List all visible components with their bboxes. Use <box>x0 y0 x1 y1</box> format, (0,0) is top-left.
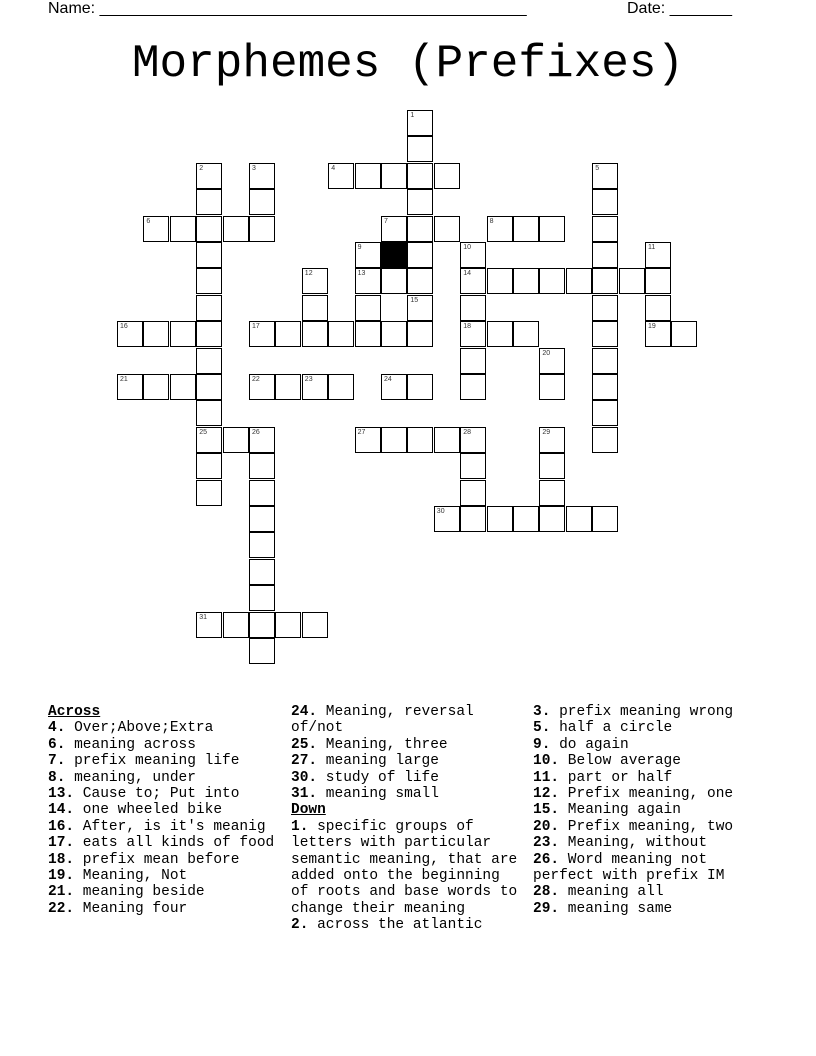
clue-item <box>48 737 280 753</box>
clue-text: meaning same <box>559 900 673 917</box>
crossword-cell[interactable] <box>143 216 169 242</box>
crossword-cell[interactable] <box>434 506 460 532</box>
crossword-cell[interactable] <box>592 427 618 453</box>
crossword-cell[interactable] <box>592 216 618 242</box>
clue-number: 19. <box>48 868 75 885</box>
crossword-cell[interactable] <box>671 321 697 347</box>
crossword-cell[interactable] <box>487 321 513 347</box>
crossword-cell[interactable] <box>355 163 381 189</box>
clue-number: 5. <box>533 720 551 737</box>
crossword-cell[interactable] <box>249 559 275 585</box>
clue-number: 25. <box>291 736 318 753</box>
clue-item <box>291 753 523 769</box>
crossword-cell[interactable] <box>249 427 275 453</box>
clue-item <box>291 819 523 917</box>
clue-number: 12. <box>533 786 560 803</box>
crossword-cell[interactable] <box>249 216 275 242</box>
cell-number: 1 <box>410 112 415 119</box>
crossword-cell[interactable] <box>407 374 433 400</box>
clue-number: 27. <box>291 753 318 770</box>
crossword-cell[interactable] <box>407 163 433 189</box>
clue-text: meaning small <box>317 786 439 803</box>
crossword-cell[interactable] <box>513 321 539 347</box>
crossword-cell[interactable] <box>196 268 222 294</box>
clue-number: 24. <box>291 704 318 720</box>
cell-number: 3 <box>252 164 256 172</box>
crossword-cell[interactable] <box>355 242 381 268</box>
crossword-cell[interactable] <box>275 374 301 400</box>
cell-number: 23 <box>304 376 313 383</box>
clue-text: Meaning, Not <box>74 868 188 885</box>
cell-number: 27 <box>357 428 366 436</box>
cell-number: 22 <box>252 376 260 383</box>
clue-number: 18. <box>48 851 75 868</box>
clue-text: meaning beside <box>74 884 205 901</box>
crossword-cell[interactable] <box>487 506 513 532</box>
crossword-cell[interactable] <box>460 295 486 321</box>
clue-text: one wheeled bike <box>74 802 223 819</box>
crossword-cell[interactable] <box>407 110 433 136</box>
crossword-cell[interactable] <box>407 136 433 162</box>
crossword-cell[interactable] <box>592 242 618 268</box>
clue-item <box>533 901 773 917</box>
cell-number: 7 <box>384 217 388 225</box>
crossword-cell[interactable] <box>592 189 618 215</box>
clue-item <box>533 884 773 900</box>
cell-number: 19 <box>648 323 656 331</box>
crossword-cell[interactable] <box>196 189 222 215</box>
crossword-cell[interactable] <box>249 189 275 215</box>
clue-item <box>533 835 773 851</box>
cell-number: 26 <box>252 428 260 436</box>
clue-number: 26. <box>533 851 560 868</box>
crossword-cell[interactable] <box>645 242 671 268</box>
crossword-cell[interactable] <box>143 374 169 400</box>
crossword-cell[interactable] <box>513 506 539 532</box>
clue-item <box>48 884 280 900</box>
clue-number: 11. <box>533 769 560 786</box>
crossword-cell[interactable] <box>407 268 433 294</box>
crossword-cell[interactable] <box>196 427 222 453</box>
crossword-cell[interactable] <box>381 163 407 189</box>
crossword-cell[interactable] <box>566 268 592 294</box>
clue-number: 4. <box>48 720 66 737</box>
clue-number: 31. <box>291 786 318 803</box>
crossword-cell[interactable] <box>249 321 275 347</box>
crossword-cell[interactable] <box>223 216 249 242</box>
cell-number: 18 <box>463 323 471 331</box>
crossword-cell[interactable] <box>328 321 354 347</box>
crossword-cell[interactable] <box>355 321 381 347</box>
crossword-cell[interactable] <box>513 216 539 242</box>
crossword-cell[interactable] <box>302 612 328 638</box>
clue-number: 22. <box>48 900 75 917</box>
crossword-cell[interactable] <box>249 163 275 189</box>
clue-text: meaning large <box>317 753 439 770</box>
clue-item <box>48 720 280 736</box>
crossword-cell[interactable] <box>460 348 486 374</box>
crossword-cell[interactable] <box>196 216 222 242</box>
crossword-cell[interactable] <box>223 612 249 638</box>
crossword-cell[interactable] <box>381 374 407 400</box>
clue-item <box>48 786 280 802</box>
clue-item <box>533 770 773 786</box>
cell-number: 30 <box>436 508 445 515</box>
crossword-cell[interactable] <box>592 295 618 321</box>
crossword-cell[interactable] <box>328 163 354 189</box>
crossword-cell[interactable] <box>117 321 143 347</box>
clue-text: do again <box>550 736 629 753</box>
clue-text: Cause to; Put into <box>74 786 240 803</box>
crossword-cell[interactable] <box>539 453 565 479</box>
cell-number: 4 <box>331 164 336 172</box>
cell-number: 17 <box>252 323 260 331</box>
crossword-cell[interactable] <box>170 374 196 400</box>
cell-number: 8 <box>489 217 494 225</box>
clues-column-2 <box>291 704 523 934</box>
cell-number: 11 <box>648 244 656 251</box>
crossword-cell[interactable] <box>196 453 222 479</box>
clue-number: 6. <box>48 736 66 753</box>
crossword-cell[interactable] <box>539 216 565 242</box>
crossword-cell[interactable] <box>355 268 381 294</box>
cell-number: 25 <box>199 428 207 436</box>
clue-item <box>533 802 773 818</box>
clue-text: Over;Above;Extra <box>65 720 214 737</box>
clue-number: 21. <box>48 884 75 901</box>
crossword-black-cell <box>381 242 407 268</box>
crossword-cell[interactable] <box>487 216 513 242</box>
clue-item <box>533 720 773 736</box>
clue-number: 20. <box>533 818 560 835</box>
crossword-cell[interactable] <box>196 321 222 347</box>
clue-number: 15. <box>533 802 560 819</box>
clue-text: half a circle <box>550 720 673 737</box>
clue-text: meaning all <box>559 884 664 901</box>
section-heading: Down <box>291 802 326 819</box>
cell-number: 15 <box>410 296 419 304</box>
crossword-cell[interactable] <box>249 532 275 558</box>
crossword-cell[interactable] <box>592 321 618 347</box>
crossword-cell[interactable] <box>539 506 565 532</box>
crossword-cell[interactable] <box>249 374 275 400</box>
crossword-cell[interactable] <box>539 268 565 294</box>
clue-item <box>48 852 280 868</box>
clues-column-1 <box>48 704 280 917</box>
clue-text: meaning across <box>65 736 196 753</box>
crossword-cell[interactable] <box>117 374 143 400</box>
crossword-cell[interactable] <box>434 427 460 453</box>
crossword-cell[interactable] <box>592 506 618 532</box>
clue-item <box>533 704 773 720</box>
clue-text: prefix meaning life <box>65 753 240 770</box>
crossword-cell[interactable] <box>539 348 565 374</box>
crossword-cell[interactable] <box>592 348 618 374</box>
crossword-cell[interactable] <box>196 348 222 374</box>
cell-number: 9 <box>357 244 362 251</box>
crossword-cell[interactable] <box>143 321 169 347</box>
clue-item <box>48 819 280 835</box>
clue-item <box>48 770 280 786</box>
clue-number: 8. <box>48 769 66 786</box>
crossword-cell[interactable] <box>460 321 486 347</box>
cell-number: 6 <box>146 217 151 225</box>
clue-number: 16. <box>48 818 75 835</box>
cell-number: 12 <box>304 270 313 278</box>
cell-number: 14 <box>463 270 471 278</box>
crossword-cell[interactable] <box>196 242 222 268</box>
clue-text: After, is it's meanig <box>74 818 266 835</box>
clue-item <box>48 802 280 818</box>
crossword-cell[interactable] <box>196 612 222 638</box>
crossword-cell[interactable] <box>196 163 222 189</box>
clue-number: 13. <box>48 786 75 803</box>
clue-number: 3. <box>533 704 551 720</box>
clue-text: Word meaning not perfect with prefix IM <box>533 851 725 885</box>
crossword-cell[interactable] <box>592 268 618 294</box>
clue-number: 17. <box>48 835 75 852</box>
crossword-cell[interactable] <box>275 612 301 638</box>
clue-number: 28. <box>533 884 560 901</box>
crossword-cell[interactable] <box>645 321 671 347</box>
crossword-cell[interactable] <box>460 506 486 532</box>
crossword-cell[interactable] <box>460 480 486 506</box>
cell-number: 5 <box>595 164 600 172</box>
clue-item <box>291 737 523 753</box>
crossword-cell[interactable] <box>196 400 222 426</box>
crossword-cell[interactable] <box>328 374 354 400</box>
clue-text: Prefix meaning, two <box>559 818 734 835</box>
crossword-cell[interactable] <box>302 268 328 294</box>
clue-item <box>533 737 773 753</box>
clue-item <box>291 786 523 802</box>
crossword-cell[interactable] <box>223 427 249 453</box>
crossword-cell[interactable] <box>381 321 407 347</box>
clue-number: 1. <box>291 818 309 835</box>
crossword-cell[interactable] <box>645 295 671 321</box>
cell-number: 29 <box>542 428 551 436</box>
crossword-cell[interactable] <box>249 612 275 638</box>
cell-number: 2 <box>199 164 204 172</box>
date-field[interactable]: Date: _______ <box>627 0 732 17</box>
clue-item <box>48 835 280 851</box>
crossword-cell[interactable] <box>355 295 381 321</box>
cell-number: 24 <box>384 376 392 383</box>
clue-item <box>291 770 523 786</box>
clue-text: Meaning, reversal of/not <box>291 704 474 737</box>
clues-column-3 <box>533 704 773 917</box>
clue-text: eats all kinds of food <box>74 835 275 852</box>
crossword-cell[interactable] <box>460 427 486 453</box>
crossword-cell[interactable] <box>592 374 618 400</box>
crossword-cell[interactable] <box>170 216 196 242</box>
clue-number: 7. <box>48 753 66 770</box>
clue-number: 10. <box>533 753 560 770</box>
crossword-cell[interactable] <box>434 216 460 242</box>
crossword-cell[interactable] <box>407 427 433 453</box>
crossword-cell[interactable] <box>407 216 433 242</box>
cell-number: 16 <box>120 323 128 331</box>
clue-text: study of life <box>317 769 439 786</box>
crossword-cell[interactable] <box>196 295 222 321</box>
cell-number: 13 <box>357 270 366 278</box>
name-field[interactable]: Name: ________________________________________________ <box>48 0 527 17</box>
clue-text: part or half <box>559 769 673 786</box>
clue-item <box>48 901 280 917</box>
clue-number: 9. <box>533 736 551 753</box>
crossword-cell[interactable] <box>302 321 328 347</box>
cell-number: 21 <box>120 376 128 383</box>
clue-text: prefix meaning wrong <box>550 704 734 720</box>
clue-text: Prefix meaning, one <box>559 786 734 803</box>
crossword-cell[interactable] <box>619 268 645 294</box>
page-title: Morphemes (Prefixes) <box>131 38 685 90</box>
cell-number: 28 <box>463 428 471 436</box>
crossword-cell[interactable] <box>407 321 433 347</box>
clue-text: Meaning, without <box>559 835 708 852</box>
crossword-cell[interactable] <box>539 480 565 506</box>
clue-number: 30. <box>291 769 318 786</box>
crossword-cell[interactable] <box>592 400 618 426</box>
cell-number: 20 <box>542 349 551 357</box>
crossword-cell[interactable] <box>539 427 565 453</box>
crossword-cell[interactable] <box>302 295 328 321</box>
crossword-cell[interactable] <box>407 242 433 268</box>
cell-number: 31 <box>199 613 207 621</box>
crossword-cell[interactable] <box>460 453 486 479</box>
crossword-cell[interactable] <box>275 321 301 347</box>
section-heading: Across <box>48 704 101 720</box>
crossword-cell[interactable] <box>539 374 565 400</box>
clue-text: across the atlantic <box>308 917 483 934</box>
crossword-cell[interactable] <box>381 268 407 294</box>
crossword-cell[interactable] <box>196 374 222 400</box>
crossword-cell[interactable] <box>381 427 407 453</box>
clue-text: Meaning, three <box>317 736 448 753</box>
crossword-cell[interactable] <box>460 374 486 400</box>
clue-item <box>533 852 773 885</box>
clue-item <box>48 868 280 884</box>
crossword-cell[interactable] <box>407 295 433 321</box>
crossword-cell[interactable] <box>249 638 275 664</box>
clue-text: meaning, under <box>65 769 196 786</box>
crossword-cell[interactable] <box>407 189 433 215</box>
crossword-cell[interactable] <box>460 268 486 294</box>
clue-item <box>533 786 773 802</box>
clue-text: specific groups of letters with particular semantic meaning, that are added onto the beginning of roots and base words to change their meaning <box>291 818 518 917</box>
crossword-cell[interactable] <box>249 506 275 532</box>
crossword-cell[interactable] <box>645 268 671 294</box>
cell-number: 10 <box>463 244 471 251</box>
clue-number: 2. <box>291 917 309 934</box>
crossword-cell[interactable] <box>170 321 196 347</box>
crossword-cell[interactable] <box>302 374 328 400</box>
clue-text: Meaning four <box>74 900 188 917</box>
clue-number: 23. <box>533 835 560 852</box>
crossword-cell[interactable] <box>434 163 460 189</box>
clue-item <box>533 753 773 769</box>
clue-text: Meaning again <box>559 802 681 819</box>
clue-text: prefix mean before <box>74 851 240 868</box>
clue-item <box>48 753 280 769</box>
clue-item <box>291 704 523 737</box>
crossword-cell[interactable] <box>381 216 407 242</box>
clue-item <box>291 917 523 933</box>
crossword-cell[interactable] <box>592 163 618 189</box>
crossword-cell[interactable] <box>249 453 275 479</box>
crossword-cell[interactable] <box>513 268 539 294</box>
clue-text: Below average <box>559 753 681 770</box>
crossword-cell[interactable] <box>249 585 275 611</box>
clue-number: 14. <box>48 802 75 819</box>
clue-number: 29. <box>533 900 560 917</box>
crossword-cell[interactable] <box>355 427 381 453</box>
clue-item <box>533 819 773 835</box>
crossword-cell[interactable] <box>566 506 592 532</box>
crossword-cell[interactable] <box>487 268 513 294</box>
crossword-cell[interactable] <box>249 480 275 506</box>
crossword-cell[interactable] <box>460 242 486 268</box>
crossword-cell[interactable] <box>196 480 222 506</box>
